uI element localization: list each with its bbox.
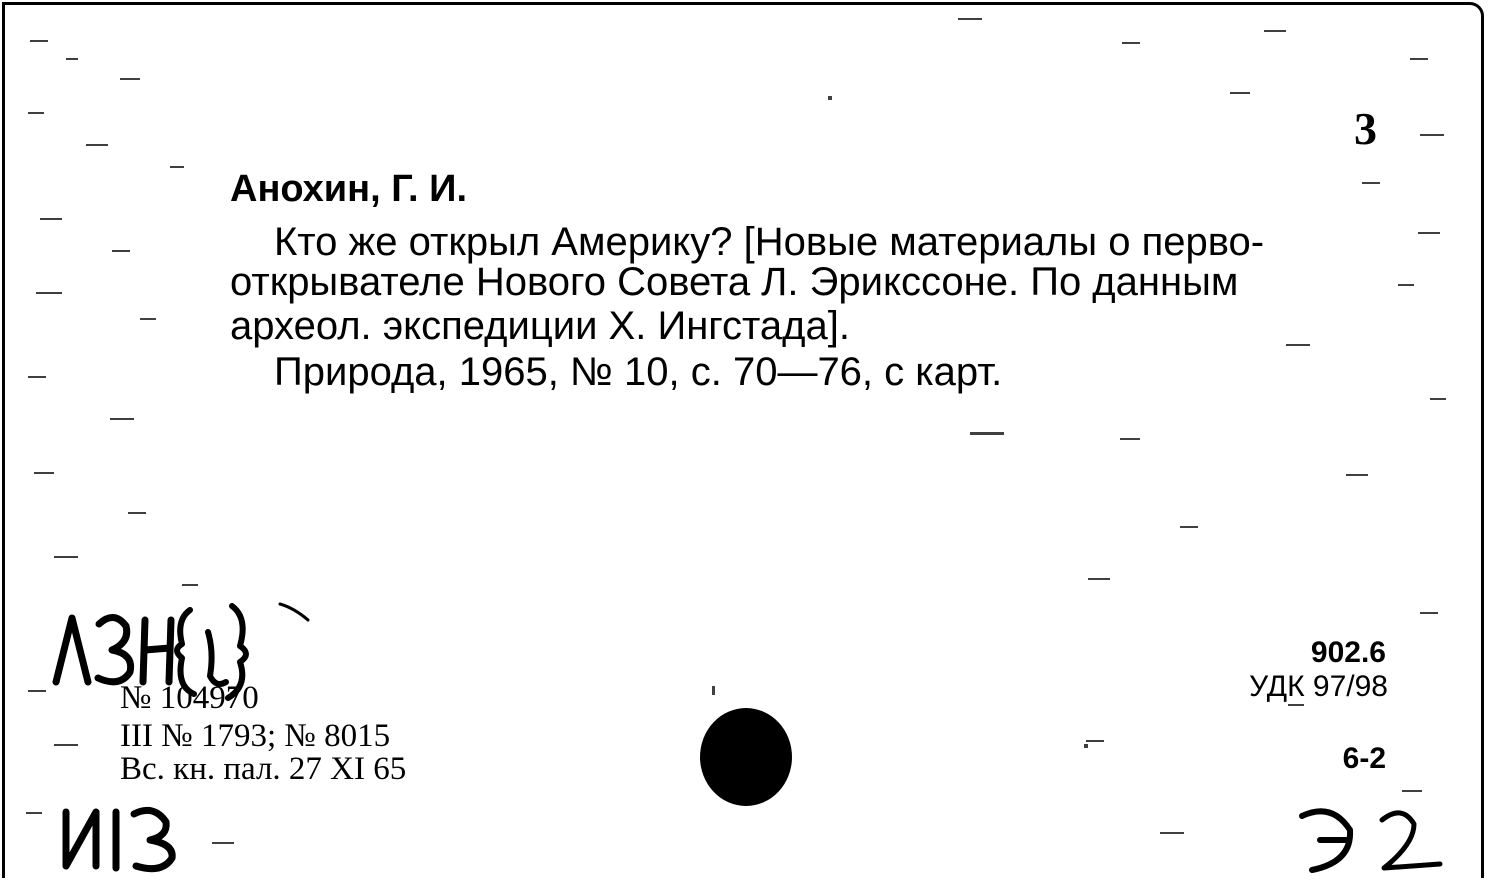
title-line-1: Кто же открыл Америку? [Новые материалы о перво- xyxy=(274,220,1265,264)
section-index: 6-2 xyxy=(1342,742,1386,775)
title-line-2: открывателе Нового Совета Л. Эрикссоне. По данным xyxy=(230,260,1239,304)
punch-hole xyxy=(700,708,792,806)
received-stamp: Вс. кн. пал. 27 XI 65 xyxy=(120,751,407,787)
classification-code: 902.6 xyxy=(1310,636,1386,669)
handwritten-shelf-mark xyxy=(50,590,300,700)
title-line-3: археол. экспедиции Х. Ингстада]. xyxy=(230,304,850,348)
source-citation: Природа, 1965, № 10, с. 70—76, с карт. xyxy=(274,350,1003,394)
author-heading: Анохин, Г. И. xyxy=(230,168,467,210)
handwritten-bottom-right-mark xyxy=(1290,796,1460,876)
udc-code: УДК 97/98 xyxy=(1249,670,1388,703)
accession-number: № 104970 xyxy=(120,680,259,716)
copy-numbers: III № 1793; № 8015 xyxy=(120,718,391,754)
handwritten-bottom-left-mark xyxy=(58,796,198,876)
card-number: 3 xyxy=(1354,103,1377,154)
